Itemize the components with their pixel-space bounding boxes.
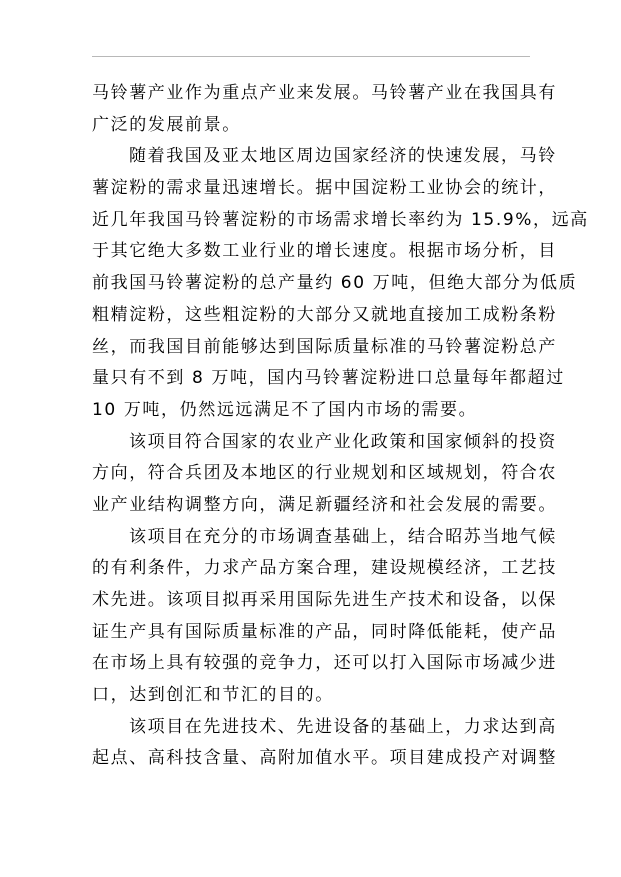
text-line: 该项目在充分的市场调查基础上，结合昭苏当地气候: [129, 526, 557, 547]
text-line: 在市场上具有较强的竞争力，还可以打入国际市场减少进: [92, 653, 557, 674]
header-rule: [92, 56, 530, 57]
text-line: 马铃薯产业作为重点产业来发展。马铃薯产业在我国具有: [92, 83, 557, 103]
text-line: 广泛的发展前景。: [92, 114, 241, 135]
text-line: 10 万吨，仍然远远满足不了国内市场的需要。: [92, 399, 478, 420]
paragraph-4: [92, 522, 557, 712]
text-line: 起点、高科技含量、高附加值水平。项目建成投产对调整: [92, 748, 557, 769]
text-line: 于其它绝大多数工业行业的增长速度。根据市场分析，目: [92, 241, 557, 262]
text-line: 粗精淀粉，这些粗淀粉的大部分又就地直接加工成粉条粉: [92, 304, 557, 325]
paragraph-3: [92, 427, 557, 522]
text-line: 前我国马铃薯淀粉的总产量约 60 万吨，但绝大部分为低质: [92, 273, 578, 294]
text-line: 术先进。该项目拟再采用国际先进生产技术和设备，以保: [92, 590, 557, 610]
paragraph-2: [92, 141, 589, 426]
text-line: 随着我国及亚太地区周边国家经济的快速发展，马铃: [129, 146, 557, 167]
text-line: 丝，而我国目前能够达到国际质量标准的马铃薯淀粉总产: [92, 336, 557, 357]
text-line: 业产业结构调整方向，满足新疆经济和社会发展的需要。: [92, 494, 557, 515]
text-line: 该项目在先进技术、先进设备的基础上，力求达到高: [129, 716, 557, 737]
text-line: 量只有不到 8 万吨，国内马铃薯淀粉进口总量每年都超过: [92, 368, 565, 389]
document-body: [92, 78, 589, 775]
text-line: 薯淀粉的需求量迅速增长。据中国淀粉工业协会的统计，: [92, 178, 557, 199]
text-line: 方向，符合兵团及本地区的行业规划和区域规划，符合农: [92, 463, 557, 484]
text-line: 口，达到创汇和节汇的目的。: [92, 685, 334, 706]
text-line: 该项目符合国家的农业产业化政策和国家倾斜的投资: [129, 431, 557, 452]
text-line: 证生产具有国际质量标准的产品，同时降低能耗，使产品: [92, 621, 557, 642]
paragraph-1: [92, 78, 557, 141]
text-line: 近几年我国马铃薯淀粉的市场需求增长率约为 15.9%，远高: [92, 209, 589, 230]
paragraph-5: [92, 712, 557, 775]
text-line: 的有利条件，力求产品方案合理，建设规模经济，工艺技: [92, 558, 557, 579]
